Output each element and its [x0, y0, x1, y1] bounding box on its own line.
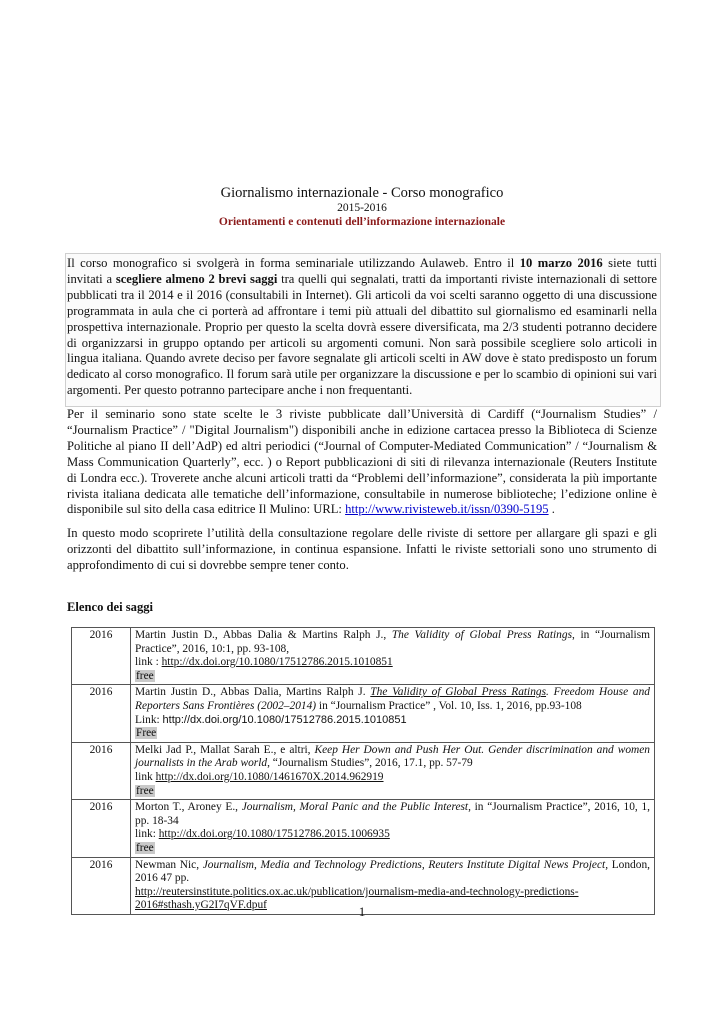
document-title: Giornalismo internazionale - Corso monografico	[220, 185, 504, 201]
ref-year: 2016	[72, 857, 131, 914]
ref-details: , in “Journalism Practice”, 2016, 10, 1, pp. 18-34	[135, 801, 650, 827]
ref-year: 2016	[72, 800, 131, 857]
section-title: Elenco dei saggi	[67, 600, 154, 614]
ref-link[interactable]: http://dx.doi.org/10.1080/17512786.2015.1010851	[161, 656, 393, 669]
table-row	[72, 628, 655, 685]
free-badge: free	[136, 784, 154, 797]
ref-year: 2016	[72, 628, 131, 685]
ref-authors: Newman Nic,	[135, 858, 203, 871]
ref-link[interactable]: http://dx.doi.org/10.1080/1461670X.2014.962919	[155, 770, 384, 783]
table-row	[72, 742, 655, 799]
ref-details: London, 2016 47 pp.	[135, 858, 650, 885]
ref-link[interactable]: http://reutersinstitute.politics.ox.ac.uk/publication/journalism-media-and-technology-predictions-2016#sthash.yG2I7qVF.dpuf	[135, 885, 579, 912]
closing-paragraph: In questo modo scoprirete l’utilità della consultazione regolare delle riviste di settore per allargare gli spazi e gli orizzonti del dibattito sull’informazione, in continua espansione. Infatti le riviste settoriali sono uno strumento di approfondimento di cui si dovrebbe sempre tener conto.	[67, 526, 657, 572]
ref-title: Journalism, Media and Technology Predictions, Reuters Institute Digital News Project,	[202, 858, 609, 871]
ref-details: , “Journalism Studies”, 2016, 17.1, pp. 57-79	[267, 757, 473, 770]
intro-text-b: siete tutti invitati a	[67, 256, 658, 286]
essays-table	[71, 627, 655, 915]
journals-text: Per il seminario sono state scelte le 3 riviste pubblicate dall’Università di Cardiff (“Journalism Studies” / “Journalism Practice” / "Digital Journalism") disponibili anche in edizione cartacea presso la Biblioteca di Scienze Politiche al piano II dell’AdP) ed altri periodici (“Journal of Computer-Mediated Communication” / “Journalism & Mass Communication Quarterly”, ecc. ) o Report pubblicazioni di siti di rilevanza internazionale (Reuters Institute di Londra ecc.). Troverete anche alcuni articoli tratti da “Problemi dell’informazione”, considerata la più importante rivista italiana dedicata alle tematiche dell’informazione, consultabile in numerose biblioteche; l’edizione online è disponibile sul sito della casa editrice Il Mulino: URL:	[67, 407, 657, 517]
document-subtitle: Orientamenti e contenuti dell’informazione internazionale	[218, 216, 506, 228]
free-badge: free	[136, 841, 154, 854]
intro-text-c: tra quelli qui segnalati, tratti da importanti riviste internazionali di settore pubblicati tra il 2014 e il 2016 (consultabili in Internet). Gli articoli da voi scelti saranno oggetto di una discussione programmata in aula che ci porterà ad affrontare i temi più attuali del dibattito sul giornalismo ed esaminarli nella prospettiva internazionale. Proprio per questo la scelta dovrà essere diversificata, ma 2/3 studenti potranno decidere di organizzarsi in gruppo optando per articoli su argomenti comuni. Non sarà possibile scegliere solo articoli in lingua italiana. Quando avrete deciso per favore segnalate gli articoli scelti in AW dove è stato predisposto un forum dedicato al corso monografico. Il forum sarà utile per organizzare la discussione e per lo scambio di opinioni sui vari argomenti. Per questo potranno partecipare anche i non frequentanti.	[67, 271, 657, 398]
page-number: 1	[358, 904, 366, 919]
table-row	[72, 685, 655, 742]
ref-title: Keep Her Down and Push Her Out. Gender discrimination and women journalists in the Arab world	[135, 743, 650, 770]
ref-entry	[131, 800, 655, 857]
task-instruction: scegliere almeno 2 brevi saggi	[115, 271, 278, 286]
ref-authors: Melki Jad P., Mallat Sarah E., e altri,	[135, 743, 315, 756]
ref-link-prefix: link:	[135, 828, 159, 841]
ref-authors: Morton T., Aroney E.,	[135, 801, 242, 814]
ref-entry	[131, 742, 655, 799]
ref-details: in “Journalism Practice” , Vol. 10, Iss. 1, 2016, pp.93-108	[316, 699, 582, 712]
ref-authors: Martin Justin D., Abbas Dalia & Martins Ralph J.,	[135, 629, 392, 641]
ref-entry	[131, 628, 655, 685]
ref-details: , in “Journalism Practice”, 2016, 10:1, pp. 93-108,	[135, 629, 651, 655]
ref-link[interactable]: http://dx.doi.org/10.1080/17512786.2015.1010851	[162, 713, 407, 726]
ref-year: 2016	[72, 742, 131, 799]
ref-title: Journalism, Moral Panic and the Public Interest	[241, 801, 469, 814]
intro-paragraph	[67, 256, 657, 399]
ref-link[interactable]: http://dx.doi.org/10.1080/17512786.2015.1006935	[158, 828, 390, 841]
ref-entry	[131, 685, 655, 742]
journals-text-end: .	[548, 502, 555, 517]
free-badge: Free	[136, 727, 157, 740]
rivisteweb-link[interactable]: http://www.rivisteweb.it/issn/0390-5195	[345, 502, 549, 517]
ref-title-continued: . Freedom House and Reporters Sans Frontières (2002–2014)	[135, 686, 650, 712]
ref-year: 2016	[72, 685, 131, 742]
ref-authors: Martin Justin D., Abbas Dalia, Martins Ralph J.	[135, 686, 371, 699]
ref-title[interactable]: The Validity of Global Press Ratings	[370, 686, 547, 699]
ref-link-prefix: link	[135, 770, 156, 783]
ref-link-prefix: Link:	[135, 713, 163, 726]
academic-year: 2015-2016	[337, 202, 387, 214]
intro-text-a: Il corso monografico si svolgerà in forma seminariale utilizzando Aulaweb. Entro il	[67, 256, 520, 270]
ref-link-prefix: link :	[135, 656, 162, 669]
journals-paragraph	[67, 407, 657, 518]
ref-title: The Validity of Global Press Ratings	[391, 629, 573, 641]
table-row	[72, 800, 655, 857]
free-badge: free	[136, 669, 154, 682]
deadline-date: 10 marzo 2016	[519, 256, 603, 270]
